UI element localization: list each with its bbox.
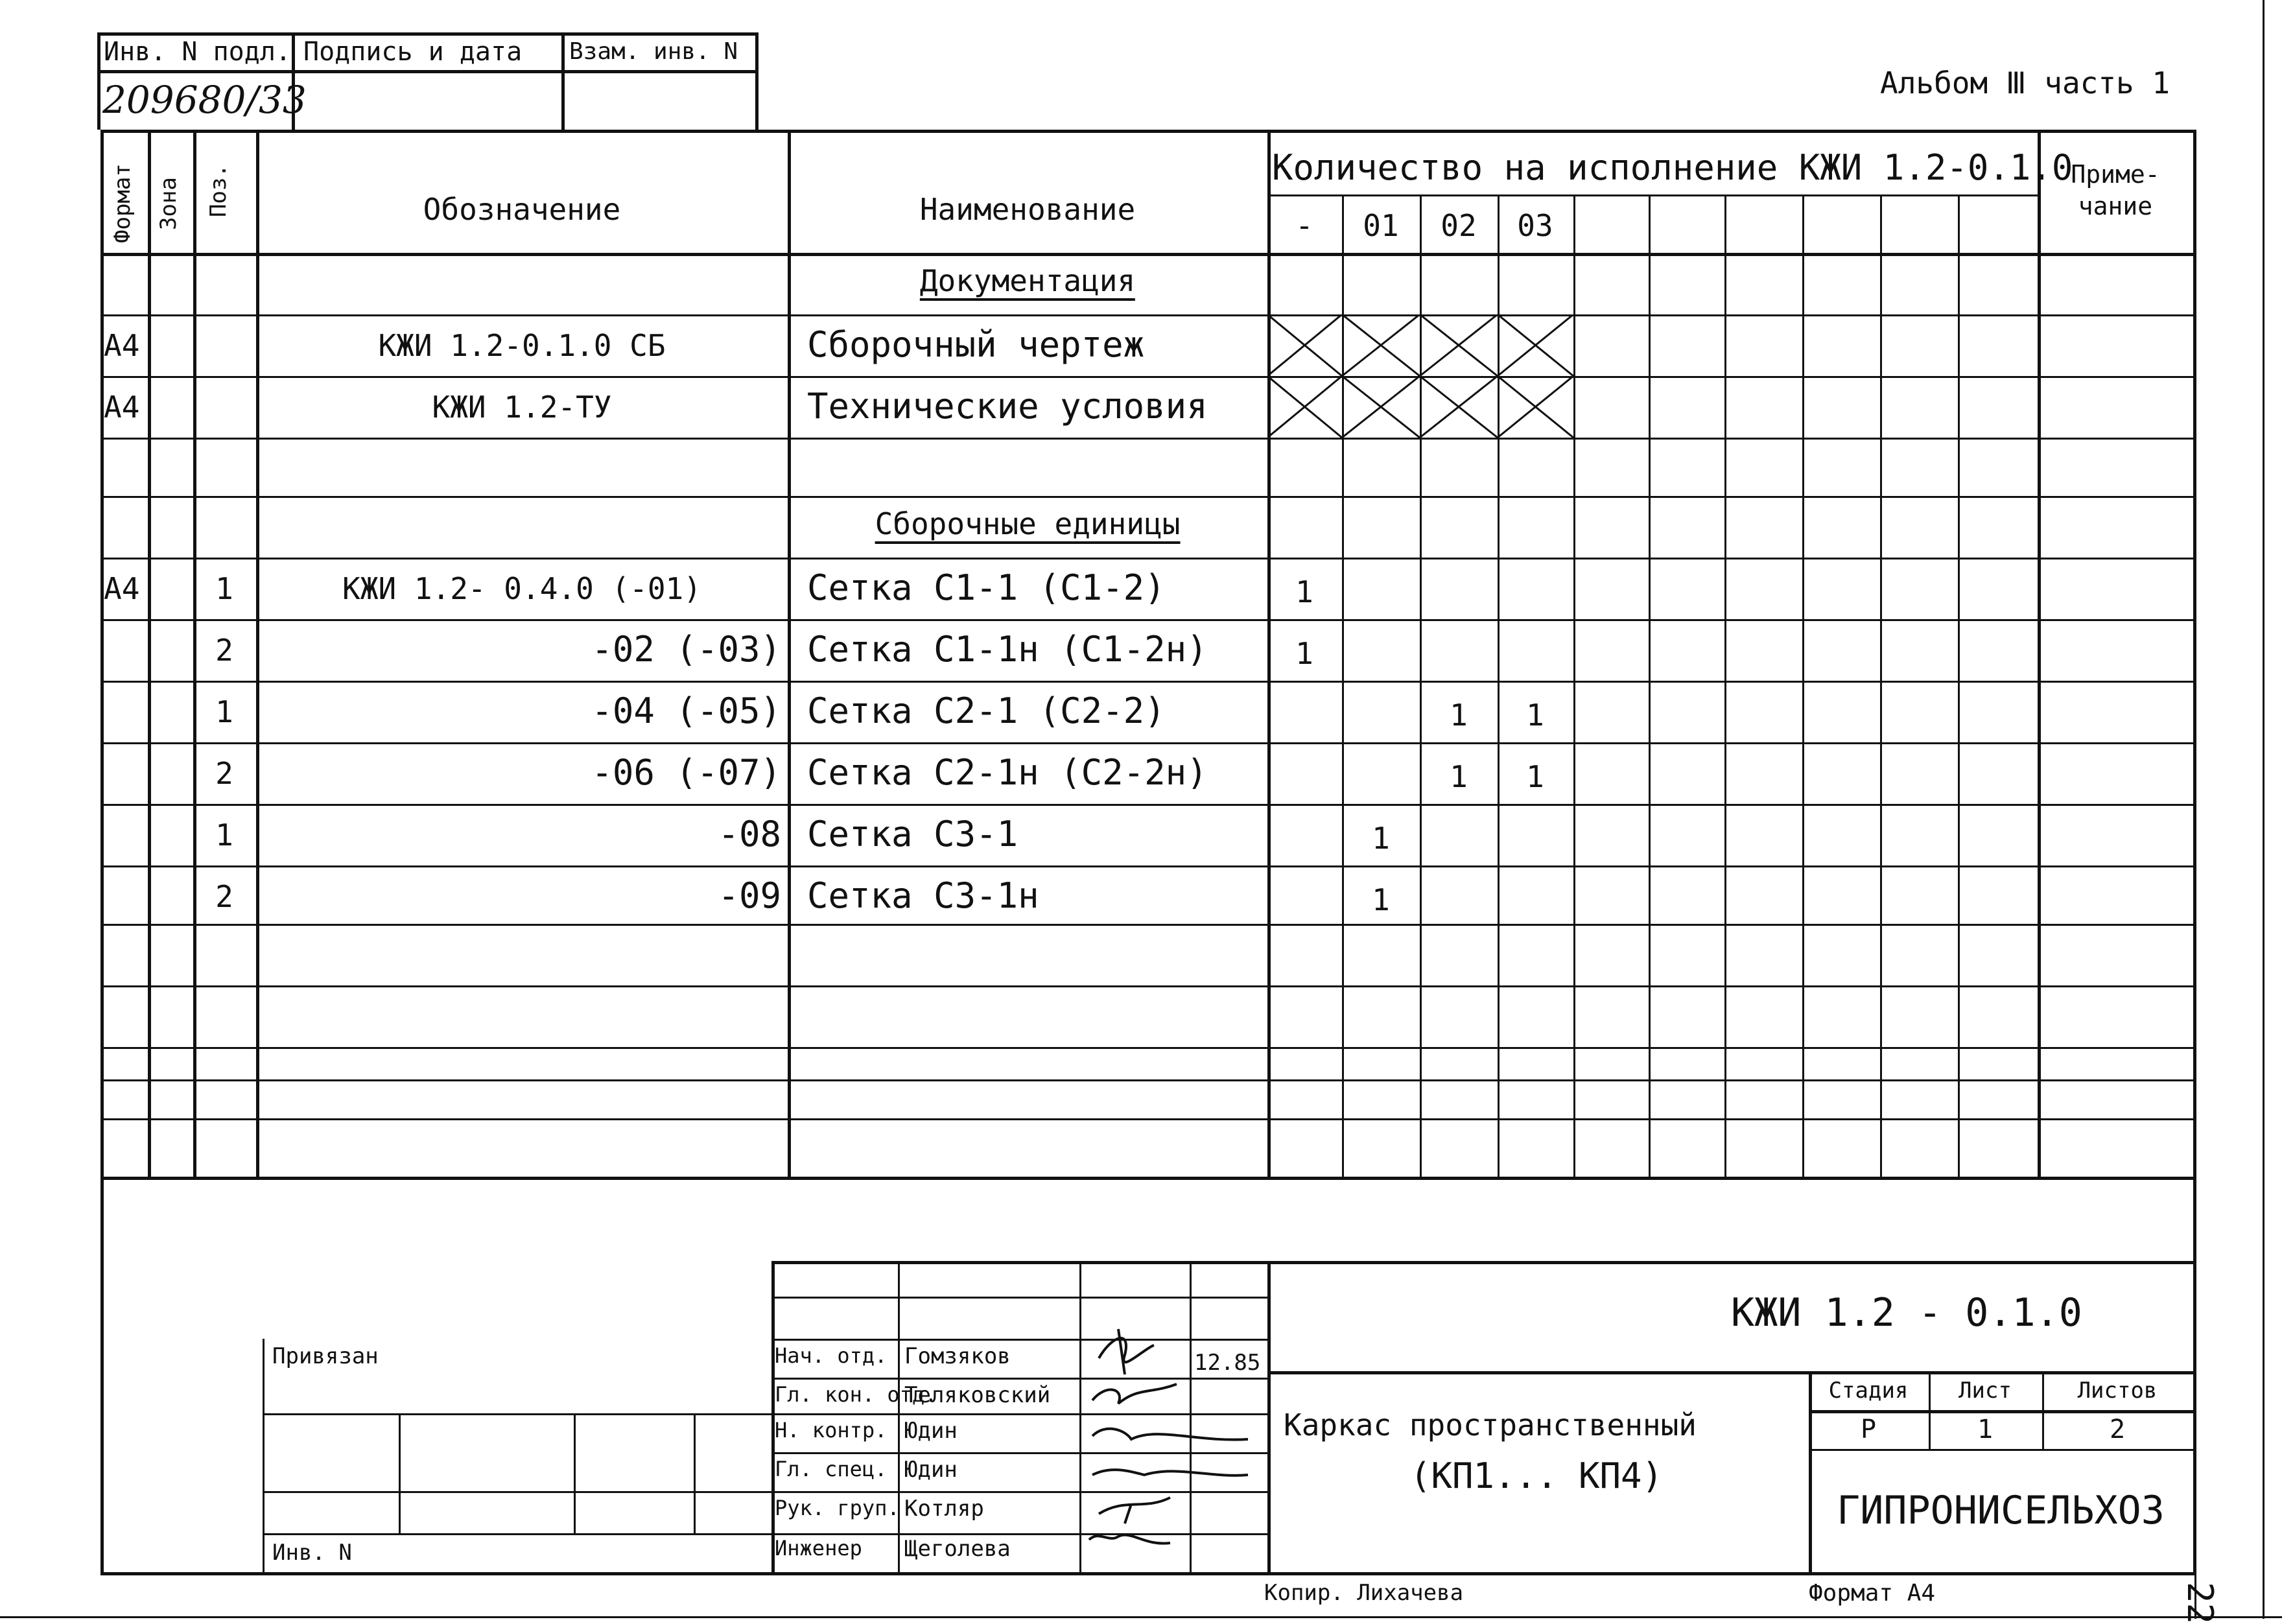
sheets-label: Листов [2077, 1378, 2158, 1404]
album-label: Альбом Ⅲ часть 1 [1880, 65, 2170, 100]
row-quantity: 1 [1295, 636, 1313, 671]
row-format: А4 [104, 328, 140, 363]
bound-label: Привязан [272, 1343, 379, 1369]
row-quantity: 1 [1526, 759, 1544, 794]
row-designation: КЖИ 1.2-0.1.0 СБ [378, 328, 666, 363]
sheet-label: Лист [1959, 1378, 2012, 1404]
row-pos: 2 [215, 633, 233, 668]
row-pos: 1 [215, 694, 233, 729]
row-pos: 2 [215, 756, 233, 791]
person-name: Щеголева [904, 1536, 1011, 1562]
stamp-inv-value: 209680/33 [102, 78, 307, 122]
row-pos: 2 [215, 879, 233, 914]
crossed-cells [1267, 314, 1575, 438]
signatures [1079, 1310, 1274, 1575]
person-name: Гомзяков [904, 1343, 1011, 1369]
role-label: Гл. спец. [775, 1457, 888, 1481]
header-variant: 03 [1517, 208, 1553, 243]
title-line-2: (КП1... КП4) [1409, 1455, 1664, 1496]
inv-label: Инв. N [272, 1540, 352, 1566]
role-label: Гл. кон. отд. [775, 1382, 937, 1407]
doc-code: КЖИ 1.2 - 0.1.0 [1731, 1290, 2082, 1336]
header-zone: Зона [156, 177, 182, 230]
row-designation: -02 (-03) [591, 629, 781, 670]
header-quantity: Количество на исполнение КЖИ 1.2-0.1.0 [1272, 147, 2073, 188]
stamp-sign-header: Подпись и дата [303, 37, 523, 67]
copied-by: Копир. Лихачева [1264, 1580, 1464, 1606]
header-variant: 02 [1441, 208, 1477, 243]
role-label: Н. контр. [775, 1418, 888, 1442]
row-name: Сборочный чертеж [807, 324, 1145, 365]
row-quantity: 1 [1450, 698, 1468, 733]
row-name: Сетка С1-1 (С1-2) [807, 567, 1166, 608]
row-name: Сетка С2-1 (С2-2) [807, 690, 1166, 731]
stamp-inv-header: Инв. N подл. [104, 37, 291, 67]
header-pos: Поз. [206, 164, 231, 217]
row-designation: -09 [718, 875, 781, 916]
role-label: Нач. отд. [775, 1343, 888, 1368]
header-format: Формат [110, 163, 135, 243]
role-label: Инженер [775, 1536, 862, 1560]
header-note: Приме- чание [2071, 160, 2160, 221]
row-name: Технические условия [807, 386, 1208, 427]
date-value: 12.85 [1194, 1350, 1261, 1376]
organization: ГИПРОНИСЕЛЬХОЗ [1837, 1488, 2165, 1533]
row-designation: КЖИ 1.2-ТУ [432, 390, 612, 425]
row-designation: -08 [718, 814, 781, 854]
header-name: Наименование [919, 192, 1136, 227]
person-name: Котляр [904, 1496, 984, 1522]
person-name: Теляковский [904, 1382, 1051, 1408]
person-name: Юдин [904, 1418, 958, 1444]
header-variant: - [1295, 208, 1313, 243]
row-name: Сетка С3-1н [807, 875, 1039, 916]
sheet-value: 1 [1977, 1415, 1994, 1444]
row-quantity: 1 [1372, 882, 1390, 917]
stamp-replace-header: Взам. инв. N [569, 38, 738, 65]
row-designation: -06 (-07) [591, 752, 781, 793]
title-line-1: Каркас пространственный [1284, 1407, 1697, 1442]
row-section-name: Сборочные единицы [875, 509, 1181, 544]
format-note: Формат А4 [1809, 1580, 1936, 1606]
person-name: Юдин [904, 1457, 958, 1483]
stage-value: Р [1860, 1415, 1877, 1444]
row-format: А4 [104, 390, 140, 425]
row-name: Сетка С3-1 [807, 814, 1018, 854]
row-quantity: 1 [1372, 821, 1390, 856]
row-designation: -04 (-05) [591, 690, 781, 731]
row-pos: 1 [215, 571, 233, 606]
page-number: 22 [2180, 1582, 2220, 1624]
row-quantity: 1 [1450, 759, 1468, 794]
role-label: Рук. груп. [775, 1496, 900, 1520]
sheets-value: 2 [2109, 1415, 2126, 1444]
row-format: А4 [104, 571, 140, 606]
row-pos: 1 [215, 818, 233, 853]
row-quantity: 1 [1295, 574, 1313, 609]
row-designation: КЖИ 1.2- 0.4.0 (-01) [342, 571, 701, 606]
header-variant: 01 [1363, 208, 1399, 243]
row-name: Сетка С2-1н (С2-2н) [807, 752, 1208, 793]
header-designation: Обозначение [423, 192, 621, 227]
row-section-name: Документация [920, 266, 1135, 301]
row-quantity: 1 [1526, 698, 1544, 733]
stage-label: Стадия [1828, 1378, 1909, 1404]
row-name: Сетка С1-1н (С1-2н) [807, 629, 1208, 670]
